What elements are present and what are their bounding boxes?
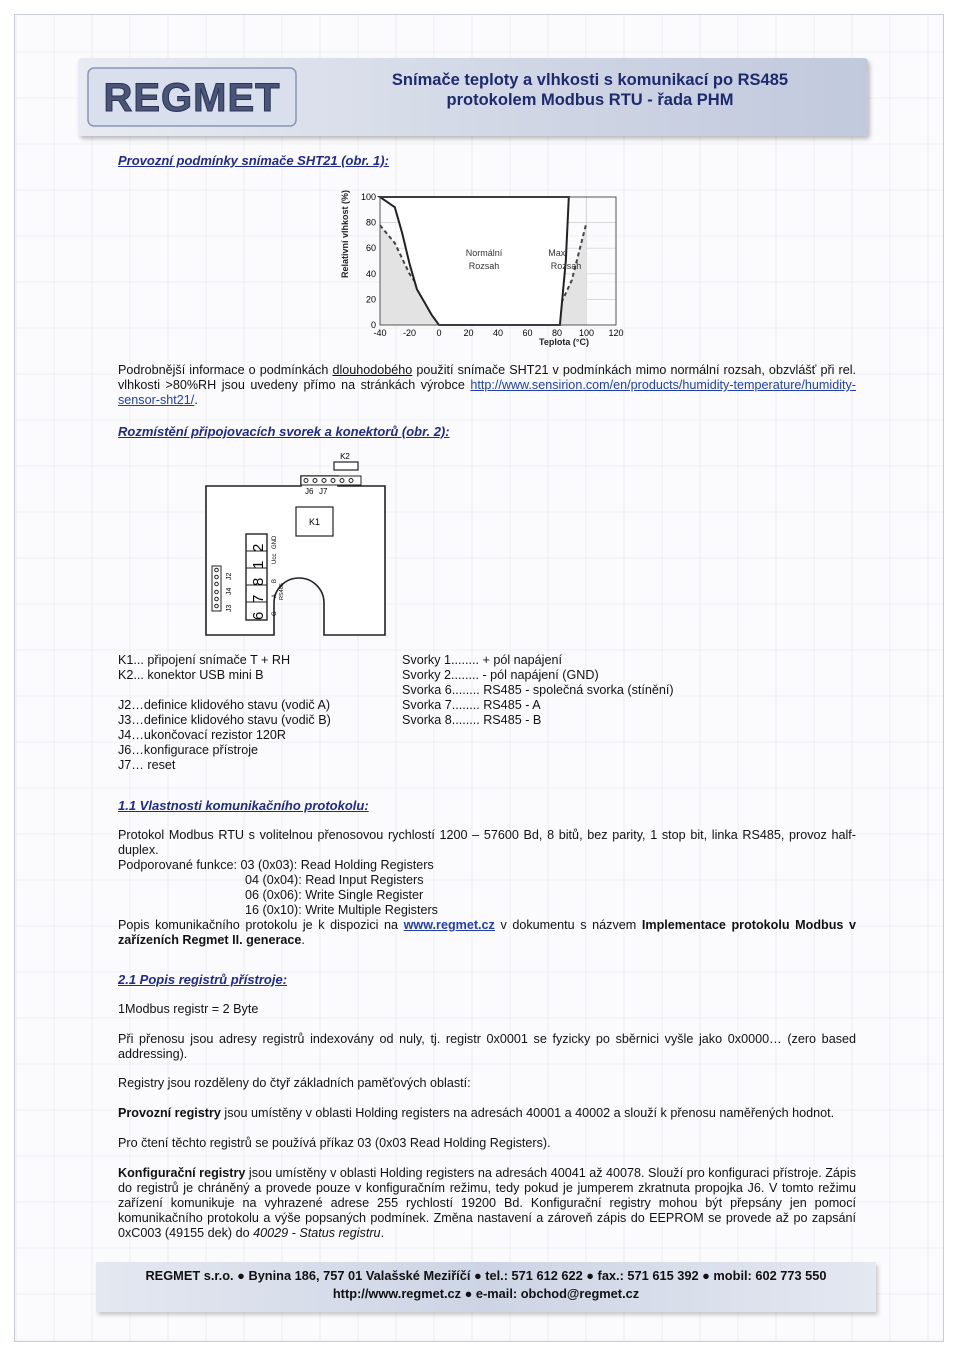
config-registers-text: jsou umístěny v oblasti Holding registers na adresách 40041 až 40078. Slouží pro konfiguraci přístroje. Zápis do registrů je chráněný a provede pouze v konfiguračním režimu, tedy pokud je jumperem zkratnuta propojka J6. V tomto režimu zařízení komunikuje na vyhrazené adrese 255 rychlostí 19200 Bd. Konfigurační registry mohou být přepsány jen pomocí komunikačního protokolu a výše popsaných podmínek. Změna nastavení a zároveň zápis do EEPROM se provede až po zapsání 0xC003 (49155 dek) do: [118, 1166, 856, 1240]
y-tick-label: 60: [365, 243, 376, 254]
supported-functions: Podporované funkce: 03 (0x03): Read Holding Registers: [118, 858, 434, 872]
document-title: [330, 70, 850, 110]
config-registers-title: Konfigurační registry: [118, 1166, 246, 1180]
legend-j2: J2…definice klidového stavu (vodič A): [118, 698, 331, 712]
terminal-7: 7: [250, 594, 267, 603]
logo-text: REGMET: [103, 76, 281, 120]
max-range-label-2: Rozsah: [550, 261, 582, 271]
config-registers: [118, 1166, 856, 1241]
operating-registers: [118, 1106, 856, 1121]
operating-registers-read: Pro čtení těchto registrů se používá příkaz 03 (0x03 Read Holding Registers).: [118, 1136, 551, 1150]
term-label-b: B: [272, 578, 278, 583]
x-tick-label: 120: [608, 328, 624, 338]
y-tick-label: 40: [365, 268, 376, 279]
term-label-gnd: GND: [272, 535, 278, 549]
j4-label: J4: [226, 587, 233, 595]
legend-left: [118, 653, 331, 773]
j6-j7-pins: [301, 476, 361, 485]
x-tick-label: 20: [463, 328, 474, 338]
protocol-doc-text-1: Popis komunikačního protokolu je k dispozici na: [118, 918, 399, 932]
legend-spacer: [118, 683, 331, 698]
normal-range-label-1: Normální: [465, 248, 503, 258]
sensirion-link[interactable]: http://www.sensirion.com/en/products/humidity-temperature/humidity-sensor-sht21/: [118, 378, 856, 407]
regmet-logo: [86, 64, 298, 130]
board-diagram: [205, 448, 390, 643]
details-underlined-word: dlouhodobého: [332, 363, 413, 377]
y-axis-label: Relativní vlhkost (%): [340, 190, 350, 279]
x-tick-label: 100: [578, 328, 595, 338]
legend-k1: K1... připojení snímače T + RH: [118, 653, 291, 667]
function-04: 04 (0x04): Read Input Registers: [245, 873, 424, 887]
j7-label: J7: [319, 487, 328, 496]
config-registers-end: .: [380, 1226, 385, 1240]
function-06: 06 (0x06): Write Single Register: [245, 888, 424, 902]
protocol-doc-text-2: v dokumentu s názvem: [500, 918, 637, 932]
details-text-1: Podrobnější informace o podmínkách: [118, 363, 329, 377]
j3-label: J3: [226, 604, 233, 612]
operating-registers-title: Provozní registry: [118, 1106, 221, 1120]
title-line-2: protokolem Modbus RTU - řada PHM: [446, 91, 734, 109]
protocol-description: Protokol Modbus RTU s volitelnou přenosovou rychlostí 1200 – 57600 Bd, 8 bitů, bez parity, 1 stop bit, linka RS485, provoz half-duplex.: [118, 828, 856, 857]
operating-registers-text: jsou umístěny v oblasti Holding registers na adresách 40001 a 40002 a slouží k přenosu naměřených hodnot.: [224, 1106, 835, 1120]
usb-connector-k2: [334, 462, 358, 470]
details-paragraph: [118, 363, 856, 408]
function-16: 16 (0x10): Write Multiple Registers: [245, 903, 438, 917]
k1-label: K1: [308, 517, 321, 527]
terminal-2: 2: [250, 543, 267, 552]
legend-j7: J7… reset: [118, 758, 176, 772]
k2-label: K2: [340, 452, 350, 461]
legend-k2: K2... konektor USB mini B: [118, 668, 264, 682]
y-tick-label: 20: [365, 294, 376, 305]
legend-svorky-2: Svorky 2........ - pól napájení (GND): [402, 668, 599, 682]
terminal-6: 6: [250, 611, 267, 620]
details-end: .: [194, 393, 198, 407]
j2-label: J2: [226, 572, 233, 580]
jumper-block: [212, 566, 221, 611]
terminal-8: 8: [250, 577, 267, 586]
section-protocol-properties: 1.1 Vlastnosti komunikačního protokolu:: [118, 798, 369, 813]
protocol-doc-reference: [118, 918, 856, 948]
legend-svorky-1: Svorky 1........ + pól napájení: [402, 653, 562, 667]
footer-web-line: http://www.regmet.cz ● e-mail: obchod@regmet.cz: [332, 1286, 640, 1301]
x-tick-label: 40: [492, 328, 504, 338]
regmet-link[interactable]: www.regmet.cz: [403, 918, 495, 932]
legend-j6: J6…konfigurace přístroje: [118, 743, 258, 757]
register-addressing: Při přenosu jsou adresy registrů indexovány od nuly, tj. registr 0x0001 se fyzicky po sběrnici vyšle jako 0x0000… (zero based addressing).: [118, 1032, 856, 1061]
term-label-a: A: [272, 593, 278, 598]
x-tick-label: -40: [373, 328, 387, 338]
protocol-doc-title: Implementace protokolu Modbus v zařízeních Regmet II. generace: [118, 918, 857, 947]
terminal-1: 1: [250, 560, 267, 569]
register-areas: Registry jsou rozděleny do čtyř základních paměťových oblastí:: [118, 1076, 471, 1090]
title-line-1: Snímače teploty a vlhkosti s komunikací po RS485: [391, 71, 789, 89]
x-tick-label: -20: [402, 328, 417, 338]
footer-contact-line: REGMET s.r.o. ● Bynina 186, 757 01 Valašské Meziříčí ● tel.: 571 612 622 ● fax.: 571 615 392 ● mobil: 602 773 550: [145, 1268, 827, 1283]
section-registers: 2.1 Popis registrů přístroje:: [118, 972, 288, 987]
legend-j3: J3…definice klidového stavu (vodič B): [118, 713, 331, 727]
x-tick-label: 80: [551, 328, 563, 338]
section-terminals-layout: Rozmístění připojovacích svorek a konektorů (obr. 2):: [118, 424, 450, 439]
x-axis-label: Teplota (°C): [539, 337, 589, 347]
y-tick-label: 80: [365, 217, 376, 228]
max-range-label-1: Max.: [548, 248, 568, 258]
rs485-label: RS485: [279, 583, 285, 600]
y-tick-label: 0: [370, 320, 376, 330]
legend-svorka-8: Svorka 8........ RS485 - B: [402, 713, 542, 727]
legend-svorka-7: Svorka 7........ RS485 - A: [402, 698, 541, 712]
term-label-ucc: Ucc: [272, 553, 278, 564]
x-tick-label: 0: [436, 328, 442, 338]
j6-label: J6: [305, 487, 314, 496]
normal-range-label-2: Rozsah: [468, 261, 500, 271]
y-tick-label: 100: [360, 192, 376, 202]
protocol-doc-end: .: [301, 933, 305, 947]
details-text-2: použití snímače SHT21 v podmínkách mimo normální rozsah, obzvlášť při rel. vlhkosti >80%RH jsou uvedeny přímo na stránkách výrobce: [118, 363, 857, 392]
legend-j4: J4…ukončovací rezistor 120R: [118, 728, 286, 742]
legend-right: [402, 653, 674, 728]
humidity-temperature-chart: [338, 190, 630, 348]
section-operating-conditions: Provozní podmínky snímače SHT21 (obr. 1):: [118, 153, 389, 168]
term-label-g: G: [272, 611, 278, 616]
x-tick-label: 60: [522, 328, 533, 338]
status-register-ref: 40029 - Status registru: [253, 1226, 381, 1240]
register-size: 1Modbus registr = 2 Byte: [118, 1002, 259, 1016]
legend-svorka-6: Svorka 6........ RS485 - společná svorka (stínění): [402, 683, 674, 697]
